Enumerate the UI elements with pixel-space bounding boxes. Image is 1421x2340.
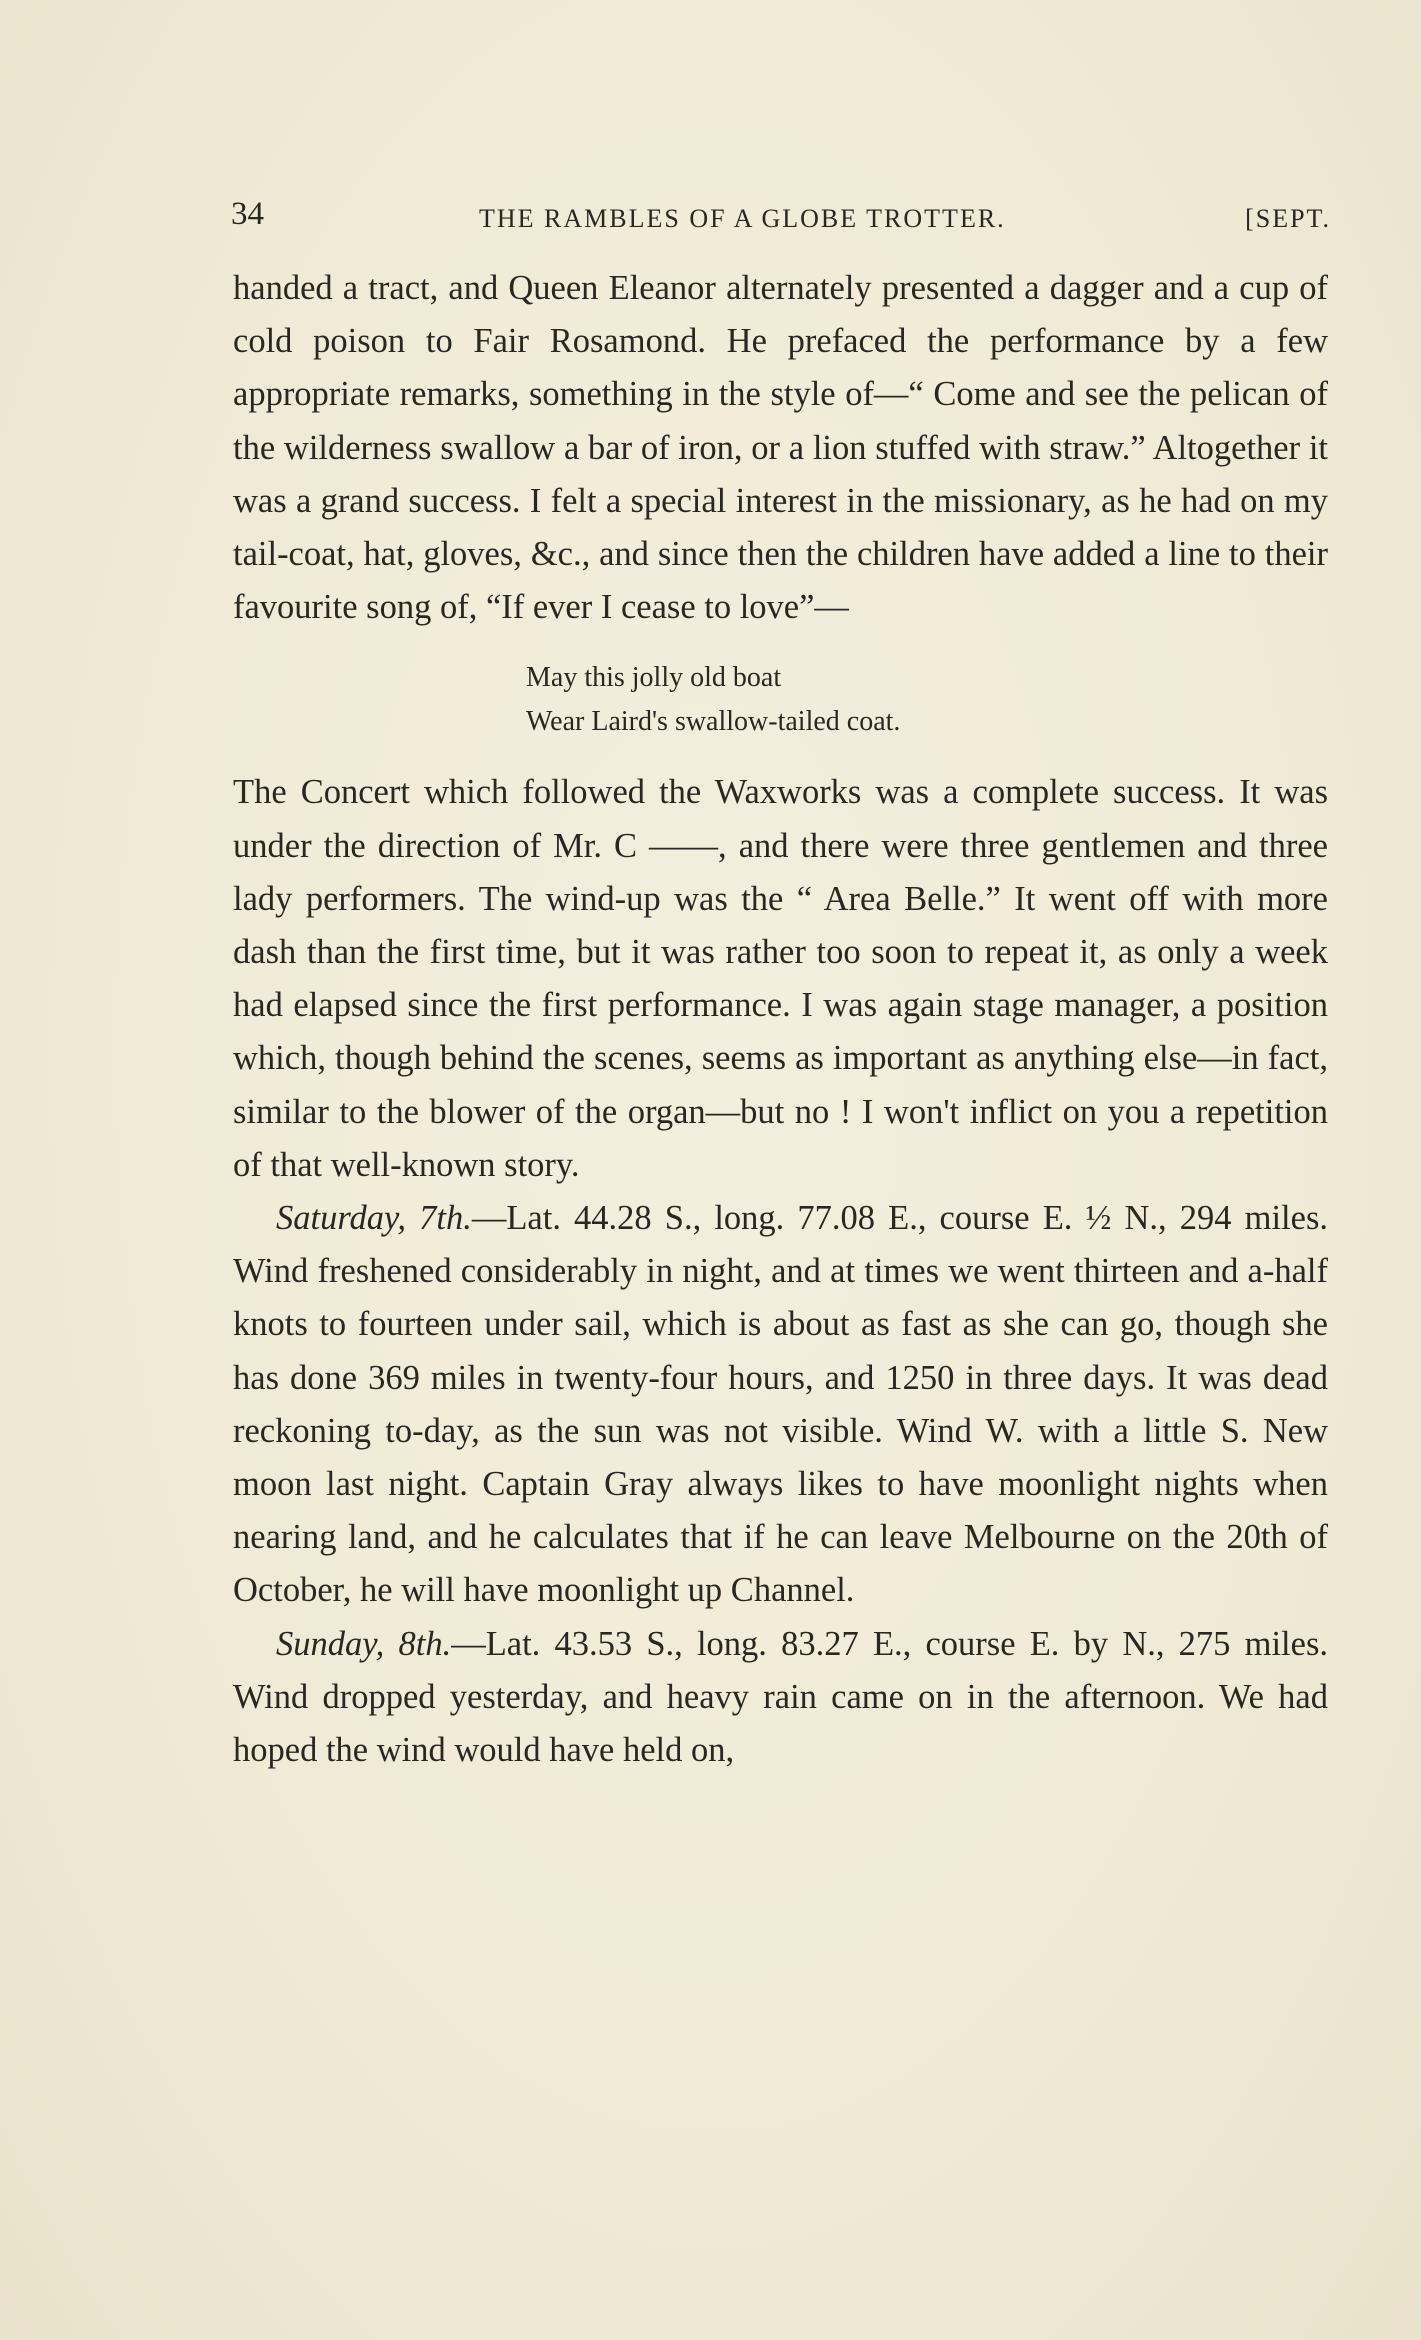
verse-line-2: Wear Laird's swallow-tailed coat. — [526, 706, 901, 738]
body-text — [233, 262, 1328, 1777]
paragraph-sunday — [233, 1618, 1328, 1778]
day-heading-saturday: Saturday, 7th. — [276, 1199, 472, 1238]
verse-line-1: May this jolly old boat — [526, 662, 782, 694]
paragraph-sunday-text: —Lat. 43.53 S., long. 83.27 E., course E. by N., 275 miles. Wind dropped yesterday, and heavy rain came on in the afternoon. We had hoped the wind would have held on, — [233, 1624, 1329, 1770]
day-heading-sunday: Sunday, 8th. — [276, 1624, 452, 1663]
running-title: THE RAMBLES OF A GLOBE TROTTER. — [479, 204, 1006, 233]
section-marker: [SEPT. — [1245, 204, 1331, 233]
page-header — [231, 196, 1331, 240]
verse-quote — [526, 656, 1328, 744]
paragraph-saturday-text: —Lat. 44.28 S., long. 77.08 E., course E. ½ N., 294 miles. Wind freshened considerably in night, and at times we went thirteen and a-half knots to fourteen under sail, which is about as fast as she can go, though she has done 369 miles in twenty-four hours, and 1250 in three days. It was dead reckoning to-day, as the sun was not visible. Wind W. with a little S. New moon last night. Captain Gray always likes to have moonlight nights when nearing land, and he calculates that if he can leave Melbourne on the 20th of October, he will have moonlight up Channel. — [233, 1199, 1328, 1610]
paragraph-continuation: handed a tract, and Queen Eleanor alternately presented a dagger and a cup of cold poison to Fair Rosamond. He prefaced the performance by a few appropriate remarks, something in the style of—“ Come and see the pelican of the wilderness swallow a bar of iron, or a lion stuffed with straw.” Altogether it was a grand success. I felt a special interest in the missionary, as he had on my tail-coat, hat, gloves, &c., and since then the children have added a line to their favourite song of, “If ever I cease to love”— — [233, 269, 1328, 627]
paragraph-saturday — [233, 1192, 1328, 1618]
page-number: 34 — [231, 196, 264, 232]
paragraph-concert: The Concert which followed the Waxworks was a complete success. It was under the direction of Mr. C ——, and there were three gentlemen and three lady performers. The wind-up was the “ Area Belle.” It went off with more dash than the first time, but it was rather too soon to repeat it, as only a week had elapsed since the first performance. I was again stage manager, a position which, though behind the scenes, seems as important as anything else—in fact, similar to the blower of the organ—but no ! I won't inflict on you a repetition of that well-known story. — [233, 773, 1328, 1184]
